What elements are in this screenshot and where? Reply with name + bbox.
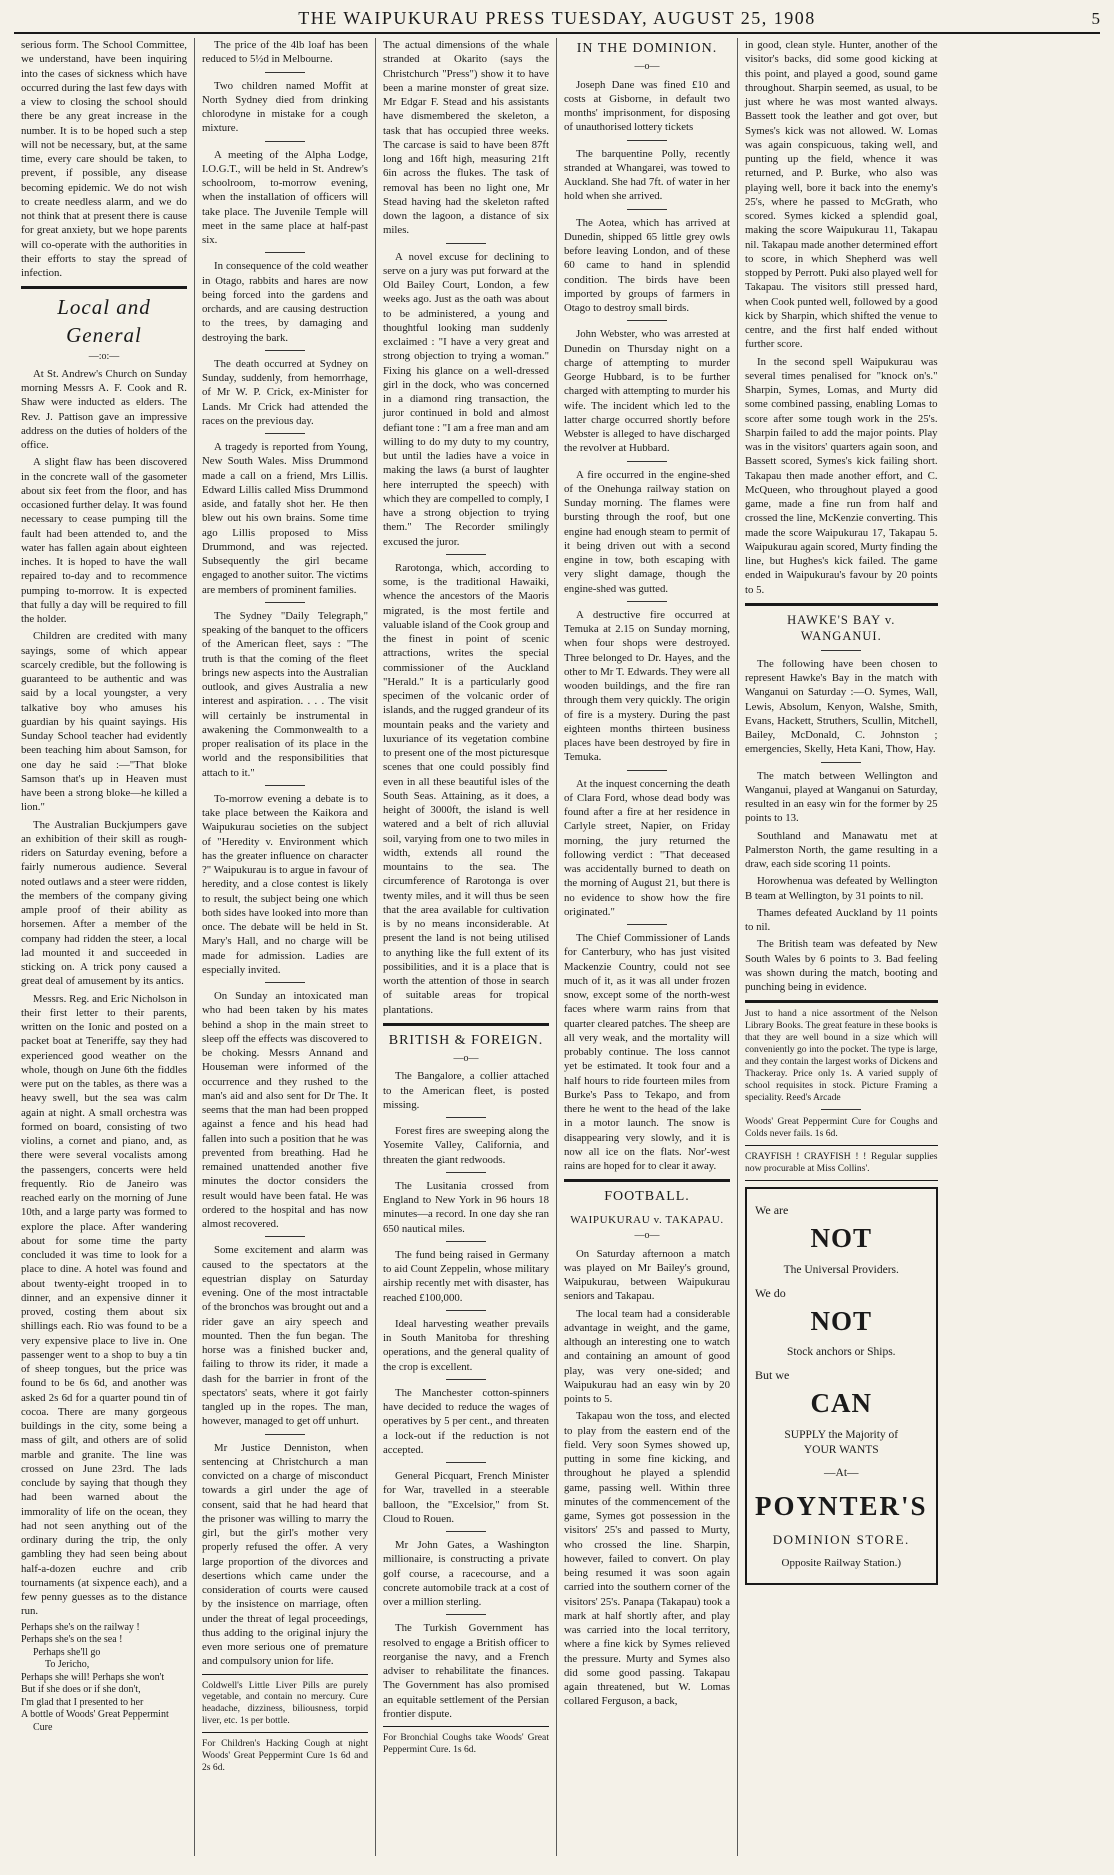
article: Joseph Dane was fined £10 and costs at Gisborne, in default two months' imprisonment, for disposing of unauthorised lottery tickets [564,78,730,134]
store-subtitle: DOMINION STORE. [772,1531,910,1547]
separator [627,320,667,321]
verse-line: Perhaps she's on the sea ! [21,1634,123,1646]
separator [265,252,305,253]
section-heading-british-foreign: BRITISH & FOREIGN. [388,1032,544,1048]
verse-line: A bottle of Woods' Great Peppermint [21,1709,169,1721]
separator [265,141,305,142]
separator [627,209,667,210]
article: A novel excuse for declining to serve on a jury was put forward at the Old Bailey Court, London, a few weeks ago. Just as the oath was about to be administered, a young and thoughtful looking man suddenly exclaimed : "I have a very great and strong objection to trying a woman." Fixing his glance on a well-dressed girl in the dock, who was concerned in a diamond ring transaction, the juror continued in bold and almost defiant tone : "I am a free man and am willing to do my duty to my country, but until the ladies have a voice in making the laws (a burst of laughter here interrupted the speech) with which they are compelled to comply, I have a strong objection to trying them." The Recorder smilingly excused the juror. [383,250,549,548]
article: The Manchester cotton-spinners have decided to reduce the wages of operatives by 5 per cent., and threaten a lock-out if the reduction is not accepted. [383,1386,549,1456]
columns [14,38,1100,1856]
article: in good, clean style. Hunter, another of the visitor's backs, did some good kicking at this point, and played a good, sound game throughout. Sharpin seemed, as usual, to be just where he was most wanted always. Bassett took the leather and got over, but Symes's kick was not allowed. W. Lomas was again conspicuous, taking well, and punting up the field, whence it was returned, and P. Burke, who also was playing well, bore it back into the enemy's 25's, where he passed to McGrath, who scored. Symes kicked a splendid goal, making the score Waipukurau 11, Takapau nil. Takapau made another determined effort to score, in which Shepherd was well stopped by Perrott. Puki also played well for Takapau. The visitors still pressed hard, when Cook punted well, followed by a good kick by Sharpin, which shifted the venue to centre, and the first half ended without further score. [745,39,938,351]
ad-text-large: NOT [810,1305,873,1336]
article: John Webster, who was arrested at Dunedin on Thursday night on a charge of attempting to murder George Hubbard, is to be further charged with attempting to murder his wife. The incident which led to the latter charge occurred shortly before Webster is alleged to have discharged the revolver at Hubbard. [564,328,730,455]
article: Southland and Manawatu met at Palmerston North, the game resulting in a draw, each side scoring 11 points. [745,829,938,870]
ad-text: —At— [824,1467,859,1480]
separator [627,924,667,925]
divider [383,1726,549,1727]
article: Takapau won the toss, and elected to play from the eastern end of the field. Very soon Symes showed up, putting in some fine kicking, and throughout he played a splendid game, passing well. Within three minutes of the commencement of the game, Symes got possession in the visitors' 25's and passed to Murty, who crossed the line. Sharpin, however, failed to convert. On play being resumed it was soon again carried into the southern corner of the visitors' 25's. Panapa (Takapau) took a mark at half shortly after, and play was carried into the local territory, where a fine kick by Symes relieved the pressure. Murty and Symes also did some good passing. Takapau again threatened, but W. Lomas collared Ferguson, a back, [564,1410,730,1708]
ornament: —o— [634,61,660,73]
article: The Australian Buckjumpers gave an exhibition of their skill as rough-riders on Saturday evening, before a fairly numerous audience. Several noted outlaws and a steer were ridden, the members of the company giving ample proof of their ability as horsemen. After a member of the company had ridden the steer, a local lad mounted it and succeeded in sticking on. A trick pony caused a great deal of amusement by its antics. [21,818,187,988]
article: A tragedy is reported from Young, New South Wales. Miss Drummond made a call on a friend, Mrs Lillis. Edward Lillis called Miss Drummond aside, and fatally shot her. He then blew out his own brains. Some time ago Lillis proposed to Miss Drummond, and was rejected. Subsequently the girl became engaged to another suitor. The victims are members of prominent families. [202,441,368,596]
ornament: —o— [634,1230,660,1242]
section-heading-in-the-dominion: IN THE DOMINION. [576,41,718,56]
store-location: Opposite Railway Station.) [781,1557,901,1570]
divider [745,1145,938,1146]
match-heading-hawkes-bay-wanganui: HAWKE'S BAY v. WANGANUI. [787,612,896,644]
ad-text: The Universal Providers. [783,1263,899,1276]
article: Thames defeated Auckland by 11 points to nil. [745,906,938,933]
article: At the inquest concerning the death of Clara Ford, whose dead body was found after a fire at her residence in Carlyle street, Napier, on Friday morning, the jury returned the following verdict : "That deceased was accidentally burned to death on the morning of August 21, but there is no evidence to show how the fire originated." [564,777,730,918]
article: In the second spell Waipukurau was several times penalised for "knock on's." Sharpin, Symes, Lomas, and Murty did some combined passing, enabling Lomas to score after some tough work in the 25's. Sharpin failed to add the major points. Play was in the visitors' quarters again soon, and Bassett scored, Symes's kick failing short. Takapau then made another effort, and C. McQueen, who throughout played a good game, made a fine run from half and crossed the line, McKenzie converting. This made the score Waipukurau 17, Takapau 5. Waipukurau again scored, Murty finding the line, but Hughes's kick failed. The game ended in Waipukurau's favour by 20 points to 5. [745,355,938,596]
article: At St. Andrew's Church on Sunday morning Messrs A. F. Cook and R. Shaw were inducted as elders. The Rev. J. Pattison gave an impressive address on the duties of holders of the office. [21,367,187,452]
store-name: POYNTER'S [755,1491,928,1522]
separator [446,1310,486,1311]
divider [745,1000,938,1003]
masthead [14,8,1100,34]
column-5-flow [745,38,1100,1853]
article: The Aotea, which has arrived at Dunedin, shipped 65 little grey owls before leaving London, and of these 60 came to hand in splendid condition. The birds have been imported by groups of farmers in Otago to destroy small birds. [564,216,730,315]
separator [446,1172,486,1173]
separator [821,762,861,763]
separator [446,243,486,244]
verse-line: To Jericho, [45,1659,90,1671]
article: The Sydney "Daily Telegraph," speaking of the banquet to the officers of the American fleet, says : "The truth is that the coming of the fleet brings new aspects into the Australian outlook, and gives Australia a new interest and aspiration. . . . The visit will certainly be instrumental in awakening the Commonwealth to a proper realisation of its place in the world and the responsibilities that attach to it." [202,609,368,779]
article: A fire occurred in the engine-shed of the Onehunga railway station on Sunday morning. The flames were bursting through the roof, but one engine had enough steam to permit of it being driven out with a second engine in tow, both escaping with very slight damage, though the engine-shed was gutted. [564,468,730,595]
ad-text: We are [755,1203,789,1218]
article: To-morrow evening a debate is to take place between the Kaikora and Waipukurau societies on the subject of "Heredity v. Environment which has the greater influence on character ?" Waipukurau is to argue in favour of heredity, and a close contest is likely to result, the subject being one which both sides have looked into more than once. The debate will be held in St. Mary's Hall, and no charge will be made for admission. Ladies are especially invited. [202,792,368,976]
advertisement-cough-cure: For Children's Hacking Cough at night Woods' Great Peppermint Cure 1s 6d and 2s 6d. [202,1738,368,1774]
separator [627,601,667,602]
verse-line: Perhaps she'll go [33,1646,101,1658]
separator [265,350,305,351]
article: Horowhenua was defeated by Wellington B team at Wellington, by 31 points to nil. [745,875,938,902]
separator [821,1109,861,1110]
separator [627,461,667,462]
advertisement-nelson-library: Just to hand a nice assortment of the Nelson Library Books. The great feature in these books is that they are well bound in a size which will conveniently go into the pocket. The type is large, and they contain the largest works of Dickens and Thackeray. Price only 1s. A varied supply of school requisites in stock. Picture Framing a speciality. Reed's Arcade [745,1008,938,1104]
separator [446,1462,486,1463]
article: Ideal harvesting weather prevails in South Manitoba for threshing operations, and the general quality of the crop is excellent. [383,1317,549,1373]
separator [446,1614,486,1615]
column-3 [376,38,557,1856]
ad-text-large: NOT [810,1222,873,1253]
article: The fund being raised in Germany to aid Count Zeppelin, whose military airship recently met with disaster, has reached £100,000. [383,1248,549,1304]
verse-ad [21,1622,187,1735]
article: Mr Justice Denniston, when sentencing at Christchurch a man convicted on a charge of misconduct towards a girl under the age of consent, said that he had heard that the prisoner was willing to marry the girl, but the girl's mother very properly refused the offer. A very large proportion of the divorces and desertions which came under the consideration of courts were caused by the insistence on marriage, often under the threat of legal proceedings, thus adding to the original injury the even more serious one of premature and compulsory union for life. [202,1441,368,1668]
advertisement-bronchial-cough: For Bronchial Coughs take Woods' Great Peppermint Cure. 1s 6d. [383,1732,549,1756]
verse-line: Cure [33,1721,53,1733]
article: In consequence of the cold weather in Otago, rabbits and hares are now being forced into the gardens and orchards, and are causing destruction to the trees, by damaging and destroying the bark. [202,260,368,344]
article: Two children named Moffit at North Sydney died from drinking chlorodyne in mistake for a cough mixture. [202,79,368,135]
column-4 [557,38,738,1856]
article: On Saturday afternoon a match was played on Mr Bailey's ground, Waipukurau, between Waipukurau seniors and Takapau. [564,1247,730,1303]
divider [745,603,938,606]
page-number: 5 [1091,9,1100,28]
article: The following have been chosen to represent Hawke's Bay in the match with Wanganui on Saturday :—O. Symes, Wall, Lewis, Absolum, Kenyon, Walshe, Smith, Evans, Hackett, Struthers, Scullin, Mitchell, Bailey, McDonald, C. Johnston ; emergencies, Skelly, Heta Kani, Thow, Hay. [745,657,938,756]
divider [21,286,187,289]
advertisement-poynters-store [745,1187,938,1585]
article: serious form. The School Committee, we understand, have been inquiring into the cases of sickness which have occurred during the last few days with a view to closing the school should there be any great increase in the number. It is to be hoped such a step will not be necessary, but, at the same time, every care should be taken, to prevent, if possible, any disease becoming epidemic. We do not wish to create needless alarm, and we do not think that at present there is cause for great anxiety, but we hope parents will co-operate with the authorities in their efforts to stay the spread of infection. [21,39,187,279]
article: Children are credited with many sayings, some of which appear scarcely credible, but the following is guaranteed to be authentic and was said by a local youngster, a very talkative boy who amuses his guardian by his quaint sayings. His Sunday School teacher had evidently been teaching him about Samson, for one day he said :—"That bloke Samson that's up in Heaven must have been a strong bloke—he killed a lion." [21,630,187,814]
match-heading: WAIPUKURAU v. TAKAPAU. [570,1213,724,1226]
ad-text: YOUR WANTS [803,1443,879,1456]
article: The Turkish Government has resolved to engage a British officer to reorganise the navy, and a French adviser to rehabilitate the finances. The Government has also promised an equitable settlement of the Persian frontier dispute. [383,1622,549,1720]
article: Some excitement and alarm was caused to the spectators at the equestrian display on Saturday evening. One of the most intractable of the bronchos was brought out and a rider gave an airy speech and mounted. Then the fun began. The horse was a finished bucker and, failing to throw its rider, it made a dash for the barrier in front of the spectators' seats, where it got fairly tangled up in the ropes. The man, however, managed to get off unhurt. [202,1244,368,1428]
separator [627,140,667,141]
article: A meeting of the Alpha Lodge, I.O.G.T., will be held in St. Andrew's schoolroom, to-morrow evening, when the installation of officers will take place. The Juvenile Temple will meet in the same place at half-past six. [202,148,368,246]
article: Messrs. Reg. and Eric Nicholson in their first letter to their parents, written on the Ionic and posted on a packet boat at Teneriffe, say they had experienced good weather on the whole, though on June 6th the fiddles were put on the tables, as there was a heavy swell, but the sea was calm again at night. A small orchestra was formed on board, consisting of two violins, a cornet and piano, and, as there were several vocalists among the passengers, concerts were held frequently. Rio de Janeiro was reached early on the morning of June 10th, and a large party was formed to explore the place. After wandering about for some time the party concluded it was time to look for a place to dine. A hotel was found and about twenty-eight trooped in to dinner, and an expensive dinner it proved, costing them about six shillings each. Rio was found to be a very expensive place to live in. One passenger went to a shop to buy a tin of sheep tongues, but the price was found to be 6s 6d, and another was asked 2s 6d for a quarter pound tin of cocoa. There are many gorgeous buildings in the city, some being a mass of gilt, and others are of solid marble and granite. The line was crossed on June 23rd. The lads conclude by saying that though they had been warned about the immorality of life on the ocean, they had not seen anything out of the ordinary during the trip, the only gambling they had seen being about half-a-dozen euchre and crib tournaments (at sixpence each), and a few penny guesses as to the distance run. [21,992,187,1618]
article: The local team had a considerable advantage in weight, and the game, although an interesting one to watch and containing an amount of good play, was very one-sided; and Waipukurau had an easy win by 20 points to 5. [564,1307,730,1406]
divider [564,1179,730,1182]
column-2 [195,38,376,1856]
article: The Bangalore, a collier attached to the American fleet, is posted missing. [383,1070,549,1111]
ornament: —o— [453,1053,479,1065]
ad-text: But we [755,1368,790,1383]
verse-line: Perhaps she's on the railway ! [21,1621,140,1633]
separator [265,1434,305,1435]
article: The British team was defeated by New South Wales by 6 points to 3. Bad feeling was shown during the match, booting and punching being in evidence. [745,938,938,993]
separator [446,554,486,555]
masthead-title: THE WAIPUKURAU PRESS TUESDAY, AUGUST 25, 1908 [298,8,816,28]
article: The actual dimensions of the whale stranded at Okarito (says the Christchurch "Press") show it to have been a marine monster of great size. Mr Edgar F. Stead and his assistants have dismembered the skeleton, a task that has occupied three weeks. The carcase is said to have been 87ft long and 16ft high, measuring 21ft 6in across the flukes. The task of removal has been no light one, Mr Stead having had the skeleton rafted down the lagoon, a distance of six miles. [383,39,549,237]
separator [265,982,305,983]
ad-text: SUPPLY the Majority of [784,1428,899,1441]
article: A destructive fire occurred at Temuka at 2.15 on Sunday morning, when four shops were destroyed. Three belonged to Dr. Hayes, and the other to Mr T. Edwards. They were all wooden buildings, and the fire ran through them very quickly. The origin of fire is a mystery. During the past eighteen months thirteen business places have been destroyed by fire in Temuka. [564,608,730,764]
advertisement-liver-pills: Coldwell's Little Liver Pills are purely vegetable, and contain no mercury. Cure headache, dizziness, biliousness, torpid liver, etc. 1s per bottle. [202,1679,368,1727]
article: Mr John Gates, a Washington millionaire, is constructing a private golf course, a racecourse, and a concrete automobile track at a cost of over a million sterling. [383,1539,549,1609]
article: The Lusitania crossed from England to New York in 96 hours 18 minutes—a record. In one day she ran 650 nautical miles. [383,1179,549,1235]
separator [265,602,305,603]
ad-text: We do [755,1285,786,1300]
section-heading-football: FOOTBALL. [604,1189,690,1205]
divider [745,1180,938,1181]
article: Rarotonga, which, according to some, is the traditional Hawaiki, whence the ancestors of the Maoris migrated, is the most fertile and valuable island of the Cook group and the finest in point of scenic attractions, writes the special commissioner of the Auckland "Herald." It is a particularly good specimen of the volcanic order of islands, and the rugged grandeur of its mountain peaks and the variety and luxuriance of its vegetation combine to present one of the most picturesque scenes that one could possibly find even in all these beautiful isles of the South Seas. Attaining, as it does, a height of 3000ft, the island is well watered and a belt of rich alluvial soil, varying from one to two miles in width, extends all round the mountains to the sea. The circumference of Rarotonga is over twenty miles, and it will thus be seen that the area available for cultivation is by no means inconsiderable. At present the land is not being utilised to anything like the full extent of its possibilities, and it is a place that is worth the attention of those in search of suitable areas for tropical plantations. [383,561,549,1016]
article: Forest fires are sweeping along the Yosemite Valley, California, and threaten the giant redwoods. [383,1125,549,1166]
separator [627,770,667,771]
verse-line: I'm glad that I presented to her [21,1696,144,1708]
verse-line: But if she does or if she don't, [21,1684,141,1696]
ad-text-large: CAN [810,1388,873,1419]
column-1 [14,38,195,1856]
article: A slight flaw has been discovered in the concrete wall of the gasometer about six feet from the floor, and has occasioned further delay. It was found necessary to cease pumping till the fault had been attended to, and the water has fallen again about eighteen inches. It is hoped to have the wall repaired to-day and to recommence pumping to-morrow. It is expected that fully a day will be required to fill the holder. [21,456,187,626]
advertisement-peppermint-cure: Woods' Great Peppermint Cure for Coughs and Colds never fails. 1s 6d. [745,1116,938,1140]
column-5 [738,38,1100,1856]
article: The match between Wellington and Wanganui, played at Wanganui on Saturday, resulted in an easy win for the former by 25 points to 13. [745,769,938,825]
verse-line: Perhaps she will! Perhaps she won't [21,1671,165,1683]
article: On Sunday an intoxicated man who had been taken by his mates behind a shop in the main street to sleep off the effects was discovered to be choking. Messrs Annand and Houseman were informed of the occurrence and they rushed to the man's aid and also sent for Dr The. It seems that the man had been propped against a fence and his head had fallen into such a position that he was prevented from breathing. Had he remained unattended another five minutes the doctor considers the result would have been fatal. He was ordered to the hospital and has now almost recovered. [202,990,368,1230]
advertisement-crayfish: CRAYFISH ! CRAYFISH ! ! Regular supplies now procurable at Miss Collins'. [745,1151,938,1175]
separator [265,785,305,786]
section-heading-local-and-general: Local and General [57,295,151,347]
article: The price of the 4lb loaf has been reduced to 5½d in Melbourne. [202,39,368,66]
separator [265,72,305,73]
separator [446,1117,486,1118]
divider [383,1023,549,1026]
divider [202,1674,368,1675]
separator [265,433,305,434]
separator [446,1531,486,1532]
article: The death occurred at Sydney on Sunday, suddenly, from hemorrhage, of Mr W. P. Crick, ex-Minister for Lands. Mr Crick had attended the races on the previous day. [202,357,368,427]
separator [446,1379,486,1380]
separator [446,1241,486,1242]
separator [265,1236,305,1237]
ornament: —:o:— [88,350,120,362]
column-5-body [745,38,1093,1853]
article: The Chief Commissioner of Lands for Canterbury, who has just visited Mackenzie Country, could not see much of it, as it was all under frozen snow, except some of the north-west faces where warm rains from that quarter cleared patches. The sheep are all very weak, and the mortality will probably continue. The loss cannot yet be estimated. It took four and a half hours to ride fourteen miles from Burke's Pass to Tekapo, and from there he went to the head of the lake in a motor launch. The snow is disappearing very slowly, and it is now all ice on the flats. Nor'-west rains are hoped for to clear it away. [564,932,730,1173]
article: The barquentine Polly, recently stranded at Whangarei, was towed to Auckland. She had 7ft. of water in her hold when she arrived. [564,147,730,203]
ad-text: Stock anchors or Ships. [786,1346,896,1359]
separator [821,650,861,651]
article: General Picquart, French Minister for War, travelled in a steerable balloon, the "Excelsior," from St. Cloud to Rouen. [383,1470,549,1525]
divider [202,1732,368,1733]
